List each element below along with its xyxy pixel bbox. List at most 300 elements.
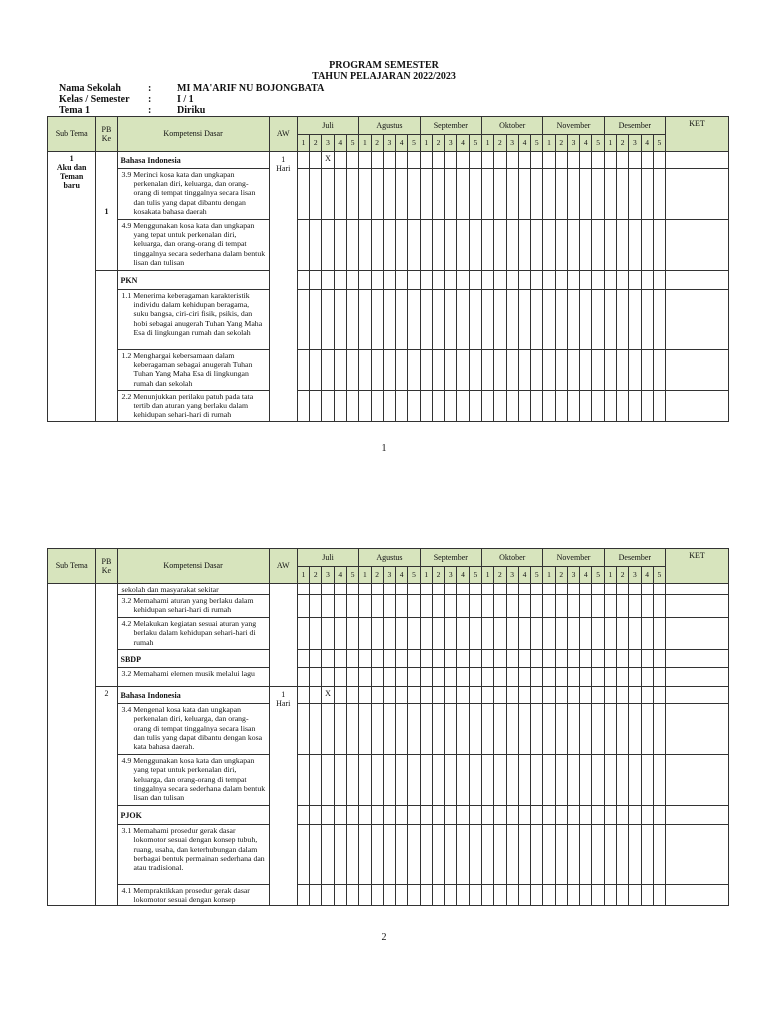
week-cell bbox=[322, 825, 334, 885]
table-row bbox=[48, 885, 729, 906]
ket-cell bbox=[666, 704, 729, 755]
col-header-week: 5 bbox=[346, 567, 358, 584]
week-cell bbox=[420, 825, 432, 885]
week-cell bbox=[322, 391, 334, 422]
week-cell bbox=[555, 885, 567, 906]
week-cell bbox=[629, 169, 641, 220]
week-cell bbox=[310, 668, 322, 687]
week-cell bbox=[592, 885, 604, 906]
week-cell bbox=[592, 290, 604, 350]
week-cell bbox=[445, 704, 457, 755]
week-cell bbox=[580, 885, 592, 906]
table-row bbox=[48, 350, 729, 391]
subject-heading: PJOK bbox=[117, 806, 269, 825]
week-cell bbox=[346, 595, 358, 618]
week-cell bbox=[604, 668, 616, 687]
kompetensi-dasar-item: 4.2 Melakukan kegiatan sesuai aturan yang berlaku dalam kehidupan sehari-hari di rumah bbox=[117, 618, 269, 650]
week-cell bbox=[383, 220, 395, 271]
week-cell bbox=[567, 584, 579, 595]
week-cell bbox=[555, 391, 567, 422]
sub-tema-cell bbox=[48, 584, 96, 906]
week-cell bbox=[641, 595, 653, 618]
week-cell bbox=[653, 806, 665, 825]
week-cell bbox=[359, 650, 371, 668]
week-cell bbox=[457, 169, 469, 220]
week-cell bbox=[432, 271, 444, 290]
week-cell bbox=[420, 350, 432, 391]
week-cell bbox=[334, 152, 346, 169]
ket-cell bbox=[666, 152, 729, 169]
week-mark: X bbox=[322, 152, 334, 169]
col-header-week: 5 bbox=[531, 135, 543, 152]
week-cell bbox=[371, 618, 383, 650]
week-cell bbox=[494, 169, 506, 220]
week-cell bbox=[616, 668, 628, 687]
week-cell bbox=[641, 885, 653, 906]
week-cell bbox=[432, 825, 444, 885]
col-header-month: Oktober bbox=[482, 117, 543, 135]
pb-cell: 2 bbox=[96, 687, 117, 906]
week-cell bbox=[334, 668, 346, 687]
col-header-week: 1 bbox=[604, 567, 616, 584]
week-cell bbox=[334, 825, 346, 885]
week-cell bbox=[310, 687, 322, 704]
week-cell bbox=[604, 885, 616, 906]
week-cell bbox=[420, 290, 432, 350]
week-cell bbox=[432, 704, 444, 755]
week-cell bbox=[396, 169, 408, 220]
week-cell bbox=[616, 220, 628, 271]
week-cell bbox=[494, 650, 506, 668]
col-header-week: 5 bbox=[346, 135, 358, 152]
week-cell bbox=[567, 806, 579, 825]
week-cell bbox=[531, 152, 543, 169]
week-cell bbox=[494, 618, 506, 650]
week-cell bbox=[592, 806, 604, 825]
week-cell bbox=[408, 220, 420, 271]
week-cell bbox=[641, 350, 653, 391]
ket-cell bbox=[666, 687, 729, 704]
kompetensi-dasar-item: 3.2 Memahami elemen musik melalui lagu bbox=[117, 668, 269, 687]
table-row bbox=[48, 271, 729, 290]
kompetensi-dasar-item: 1.2 Menghargai kebersamaan dalam keberagaman sebagai anugerah Tuhan Tuhan Yang Maha Esa di lingkungan rumah dan sekolah bbox=[117, 350, 269, 391]
week-cell bbox=[506, 350, 518, 391]
week-cell bbox=[322, 290, 334, 350]
week-cell bbox=[432, 584, 444, 595]
week-cell bbox=[432, 650, 444, 668]
week-cell bbox=[383, 755, 395, 806]
week-cell bbox=[469, 584, 481, 595]
week-cell bbox=[580, 271, 592, 290]
week-cell bbox=[543, 885, 555, 906]
week-cell bbox=[567, 152, 579, 169]
week-cell bbox=[616, 290, 628, 350]
week-cell bbox=[359, 806, 371, 825]
week-cell bbox=[494, 704, 506, 755]
meta-colon: : bbox=[148, 94, 152, 105]
week-cell bbox=[359, 687, 371, 704]
table-row bbox=[48, 220, 729, 271]
table-row bbox=[48, 290, 729, 350]
week-cell bbox=[641, 806, 653, 825]
week-cell bbox=[445, 618, 457, 650]
week-cell bbox=[604, 169, 616, 220]
week-cell bbox=[555, 169, 567, 220]
week-cell bbox=[420, 584, 432, 595]
week-cell bbox=[469, 687, 481, 704]
week-cell bbox=[543, 152, 555, 169]
week-cell bbox=[641, 169, 653, 220]
col-header-week: 5 bbox=[408, 135, 420, 152]
col-header-week: 4 bbox=[334, 567, 346, 584]
week-cell bbox=[641, 584, 653, 595]
week-cell bbox=[457, 825, 469, 885]
week-cell bbox=[469, 391, 481, 422]
week-cell bbox=[653, 595, 665, 618]
week-cell bbox=[408, 169, 420, 220]
col-header-week: 5 bbox=[653, 135, 665, 152]
week-cell bbox=[555, 220, 567, 271]
week-cell bbox=[518, 806, 530, 825]
week-cell bbox=[322, 595, 334, 618]
week-cell bbox=[445, 650, 457, 668]
week-cell bbox=[432, 687, 444, 704]
week-cell bbox=[396, 668, 408, 687]
week-cell bbox=[506, 885, 518, 906]
week-cell bbox=[457, 152, 469, 169]
week-cell bbox=[457, 806, 469, 825]
col-header-week: 2 bbox=[432, 567, 444, 584]
week-cell bbox=[346, 391, 358, 422]
week-cell bbox=[359, 152, 371, 169]
col-header-week: 1 bbox=[604, 135, 616, 152]
week-cell bbox=[432, 220, 444, 271]
week-cell bbox=[408, 885, 420, 906]
week-cell bbox=[592, 595, 604, 618]
week-cell bbox=[297, 169, 309, 220]
week-cell bbox=[616, 271, 628, 290]
col-header-week: 4 bbox=[518, 135, 530, 152]
week-cell bbox=[653, 618, 665, 650]
col-header-month: Juli bbox=[297, 117, 358, 135]
week-cell bbox=[396, 650, 408, 668]
table-row bbox=[48, 650, 729, 668]
col-header-month: Agustus bbox=[359, 117, 420, 135]
subject-heading: SBDP bbox=[117, 650, 269, 668]
week-cell bbox=[580, 650, 592, 668]
col-header-week: 4 bbox=[396, 567, 408, 584]
week-cell bbox=[506, 152, 518, 169]
header-row-months bbox=[48, 117, 729, 135]
week-cell bbox=[482, 806, 494, 825]
col-header-week: 4 bbox=[396, 135, 408, 152]
ket-cell bbox=[666, 350, 729, 391]
week-cell bbox=[322, 584, 334, 595]
week-cell bbox=[297, 290, 309, 350]
col-header-week: 2 bbox=[310, 135, 322, 152]
week-cell bbox=[482, 687, 494, 704]
week-cell bbox=[346, 825, 358, 885]
week-cell bbox=[469, 806, 481, 825]
week-cell bbox=[469, 595, 481, 618]
week-cell bbox=[346, 350, 358, 391]
week-cell bbox=[494, 290, 506, 350]
doc-title: PROGRAM SEMESTER bbox=[329, 60, 439, 71]
kompetensi-dasar-item: 3.1 Memahami prosedur gerak dasar lokomotor sesuai dengan konsep tubuh, ruang, usaha, dan keterhubungan dalam berbagai bentuk permainan sederhana dan atau tradisional. bbox=[117, 825, 269, 885]
table-row bbox=[48, 595, 729, 618]
ket-cell bbox=[666, 169, 729, 220]
meta-colon: : bbox=[148, 105, 152, 116]
week-cell bbox=[346, 290, 358, 350]
week-cell bbox=[604, 350, 616, 391]
col-header-week: 4 bbox=[580, 135, 592, 152]
week-cell bbox=[567, 271, 579, 290]
week-cell bbox=[580, 290, 592, 350]
meta-label: Kelas / Semester bbox=[59, 94, 130, 105]
week-cell bbox=[482, 290, 494, 350]
week-cell bbox=[297, 391, 309, 422]
week-cell bbox=[604, 618, 616, 650]
week-cell bbox=[322, 650, 334, 668]
week-cell bbox=[555, 595, 567, 618]
week-cell bbox=[543, 806, 555, 825]
week-cell bbox=[592, 350, 604, 391]
week-cell bbox=[653, 350, 665, 391]
week-cell bbox=[567, 704, 579, 755]
table-row bbox=[48, 806, 729, 825]
week-cell bbox=[383, 806, 395, 825]
week-cell bbox=[567, 391, 579, 422]
table-row bbox=[48, 618, 729, 650]
week-cell bbox=[383, 687, 395, 704]
week-cell bbox=[543, 755, 555, 806]
week-cell bbox=[518, 350, 530, 391]
week-cell bbox=[445, 885, 457, 906]
week-cell bbox=[641, 668, 653, 687]
week-cell bbox=[457, 290, 469, 350]
week-cell bbox=[371, 885, 383, 906]
subject-heading: Bahasa Indonesia bbox=[117, 152, 269, 169]
week-cell bbox=[616, 152, 628, 169]
ket-cell bbox=[666, 595, 729, 618]
week-cell bbox=[346, 755, 358, 806]
week-cell bbox=[322, 806, 334, 825]
week-cell bbox=[506, 806, 518, 825]
week-cell bbox=[653, 885, 665, 906]
week-cell bbox=[297, 152, 309, 169]
week-cell bbox=[616, 704, 628, 755]
col-header-week: 3 bbox=[629, 567, 641, 584]
week-cell bbox=[334, 584, 346, 595]
week-cell bbox=[469, 169, 481, 220]
week-cell bbox=[383, 650, 395, 668]
ket-cell bbox=[666, 290, 729, 350]
week-cell bbox=[641, 290, 653, 350]
week-cell bbox=[297, 806, 309, 825]
week-cell bbox=[555, 618, 567, 650]
week-cell bbox=[383, 169, 395, 220]
week-cell bbox=[457, 391, 469, 422]
week-cell bbox=[445, 169, 457, 220]
week-cell bbox=[457, 595, 469, 618]
week-cell bbox=[641, 391, 653, 422]
week-cell bbox=[310, 290, 322, 350]
week-cell bbox=[334, 220, 346, 271]
week-cell bbox=[494, 220, 506, 271]
week-cell bbox=[371, 806, 383, 825]
week-cell bbox=[580, 618, 592, 650]
week-cell bbox=[543, 391, 555, 422]
week-cell bbox=[383, 595, 395, 618]
week-cell bbox=[616, 595, 628, 618]
col-header-week: 1 bbox=[297, 135, 309, 152]
week-cell bbox=[653, 650, 665, 668]
week-cell bbox=[580, 152, 592, 169]
week-cell bbox=[432, 290, 444, 350]
week-cell bbox=[555, 271, 567, 290]
week-cell bbox=[322, 755, 334, 806]
week-cell bbox=[580, 704, 592, 755]
week-cell bbox=[371, 584, 383, 595]
week-cell bbox=[567, 595, 579, 618]
col-header-week: 2 bbox=[371, 567, 383, 584]
week-cell bbox=[396, 220, 408, 271]
col-header-pb-ke: PB Ke bbox=[96, 549, 117, 584]
week-cell bbox=[396, 350, 408, 391]
week-cell bbox=[408, 668, 420, 687]
week-cell bbox=[518, 290, 530, 350]
week-cell bbox=[494, 825, 506, 885]
week-cell bbox=[567, 825, 579, 885]
week-cell bbox=[616, 687, 628, 704]
col-header-month: September bbox=[420, 549, 481, 567]
week-cell bbox=[469, 755, 481, 806]
week-cell bbox=[494, 271, 506, 290]
ket-cell bbox=[666, 271, 729, 290]
week-cell bbox=[297, 350, 309, 391]
week-cell bbox=[653, 391, 665, 422]
ket-cell bbox=[666, 584, 729, 595]
week-cell bbox=[469, 618, 481, 650]
ket-cell bbox=[666, 755, 729, 806]
kompetensi-dasar-item: 4.9 Menggunakan kosa kata dan ungkapan yang tepat untuk perkenalan diri, keluarga, dan orang-orang di tempat tinggalnya secara sederhana dalam bentuk lisan dan tulisan bbox=[117, 755, 269, 806]
week-cell bbox=[506, 271, 518, 290]
week-cell bbox=[432, 169, 444, 220]
week-cell bbox=[420, 806, 432, 825]
week-cell bbox=[567, 668, 579, 687]
week-cell bbox=[371, 755, 383, 806]
week-cell bbox=[396, 584, 408, 595]
week-cell bbox=[346, 806, 358, 825]
week-cell bbox=[580, 220, 592, 271]
page-number: 1 bbox=[381, 443, 387, 454]
week-cell bbox=[616, 650, 628, 668]
week-cell bbox=[310, 595, 322, 618]
week-cell bbox=[482, 169, 494, 220]
week-cell bbox=[359, 885, 371, 906]
col-header-kompetensi-dasar: Kompetensi Dasar bbox=[117, 117, 269, 152]
week-cell bbox=[653, 152, 665, 169]
week-cell bbox=[457, 350, 469, 391]
col-header-week: 5 bbox=[592, 567, 604, 584]
week-cell bbox=[408, 595, 420, 618]
week-cell bbox=[383, 350, 395, 391]
pb-cell bbox=[96, 584, 117, 687]
ket-cell bbox=[666, 220, 729, 271]
week-cell bbox=[334, 687, 346, 704]
week-cell bbox=[629, 595, 641, 618]
week-cell bbox=[629, 806, 641, 825]
week-cell bbox=[592, 668, 604, 687]
week-cell bbox=[641, 755, 653, 806]
week-cell bbox=[310, 704, 322, 755]
week-cell bbox=[359, 169, 371, 220]
week-cell bbox=[494, 687, 506, 704]
week-cell bbox=[383, 885, 395, 906]
kompetensi-dasar-item: 3.4 Mengenal kosa kata dan ungkapan perkenalan diri, keluarga, dan orang-orang di tempat tinggalnya secara lisan dan tulis yang dapat dibantu dengan kosa kata bahasa daerah. bbox=[117, 704, 269, 755]
week-cell bbox=[310, 169, 322, 220]
week-cell bbox=[604, 595, 616, 618]
week-cell bbox=[457, 220, 469, 271]
col-header-month: November bbox=[543, 117, 604, 135]
week-cell bbox=[408, 350, 420, 391]
col-header-week: 3 bbox=[506, 567, 518, 584]
week-cell bbox=[371, 704, 383, 755]
week-cell bbox=[653, 704, 665, 755]
week-cell bbox=[334, 595, 346, 618]
week-cell bbox=[604, 704, 616, 755]
week-cell bbox=[297, 584, 309, 595]
table-row bbox=[48, 169, 729, 220]
week-cell bbox=[543, 350, 555, 391]
week-cell bbox=[506, 220, 518, 271]
week-cell bbox=[543, 595, 555, 618]
week-cell bbox=[322, 618, 334, 650]
week-cell bbox=[653, 220, 665, 271]
week-cell bbox=[629, 350, 641, 391]
week-cell bbox=[604, 391, 616, 422]
week-cell bbox=[359, 704, 371, 755]
col-header-week: 2 bbox=[494, 567, 506, 584]
week-cell bbox=[641, 687, 653, 704]
week-cell bbox=[469, 152, 481, 169]
week-cell bbox=[580, 687, 592, 704]
week-cell bbox=[408, 152, 420, 169]
week-cell bbox=[518, 704, 530, 755]
week-cell bbox=[359, 350, 371, 391]
week-cell bbox=[518, 595, 530, 618]
col-header-week: 4 bbox=[457, 135, 469, 152]
col-header-week: 1 bbox=[482, 135, 494, 152]
week-cell bbox=[543, 220, 555, 271]
kompetensi-dasar-item: 3.9 Merinci kosa kata dan ungkapan perkenalan diri, keluarga, dan orang-orang di tempat tinggalnya secara lisan dan tulis yang dapat dibantu dengan kosakata bahasa daerah bbox=[117, 169, 269, 220]
sub-tema-cell: 1 Aku dan Teman baru bbox=[48, 152, 96, 422]
week-cell bbox=[531, 618, 543, 650]
week-cell bbox=[543, 825, 555, 885]
week-cell bbox=[604, 825, 616, 885]
week-cell bbox=[396, 755, 408, 806]
col-header-week: 4 bbox=[641, 135, 653, 152]
week-cell bbox=[506, 584, 518, 595]
week-cell bbox=[592, 704, 604, 755]
week-cell bbox=[543, 668, 555, 687]
week-cell bbox=[334, 290, 346, 350]
week-cell bbox=[445, 350, 457, 391]
week-cell bbox=[518, 271, 530, 290]
week-cell bbox=[383, 618, 395, 650]
week-cell bbox=[641, 220, 653, 271]
week-cell bbox=[616, 885, 628, 906]
